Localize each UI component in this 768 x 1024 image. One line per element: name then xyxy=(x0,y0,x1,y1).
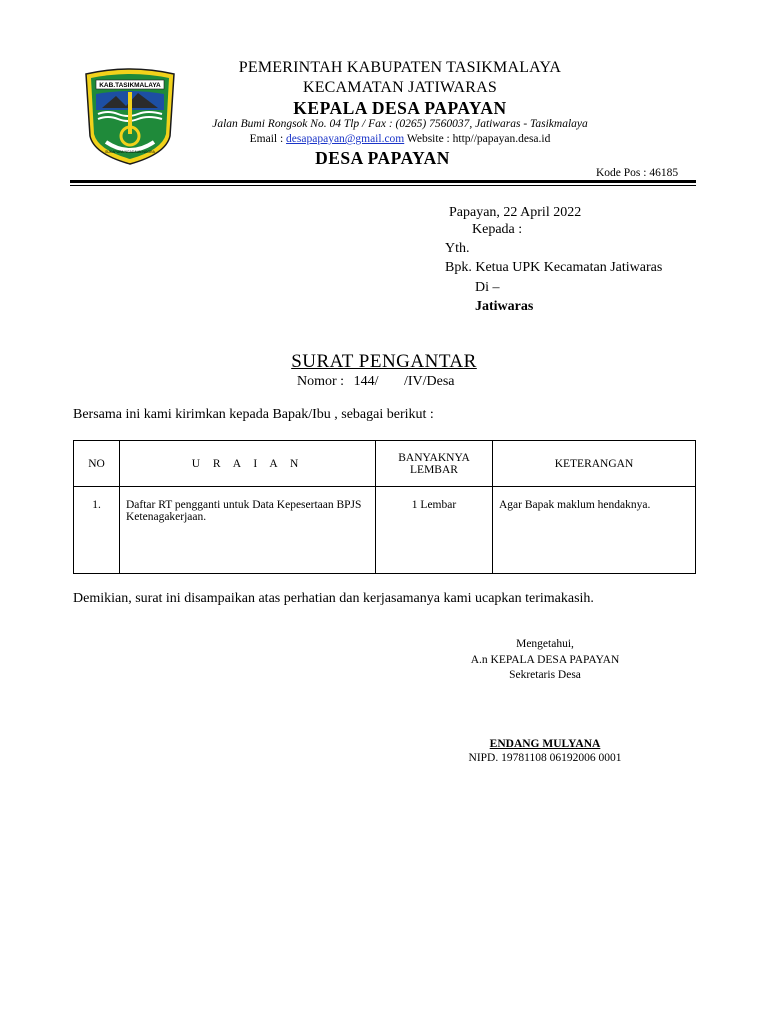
known-label: Mengetahui, xyxy=(516,638,574,650)
col-banyak-line1: BANYAKNYA xyxy=(398,451,470,464)
gov-name: PEMERINTAH KABUPATEN TASIKMALAYA xyxy=(238,59,562,76)
regency-logo xyxy=(82,66,178,166)
address-line: Jalan Bumi Rongsok No. 04 Tlp / Fax : (0265) 7560037, Jatiwaras - Tasikmalaya xyxy=(212,118,588,130)
recipient-name: Bpk. Ketua UPK Kecamatan Jatiwaras xyxy=(445,260,663,275)
header-rule-thick xyxy=(70,180,696,183)
postcode: Kode Pos : 46185 xyxy=(596,167,679,179)
di-label: Di – xyxy=(475,280,500,295)
col-keterangan: KETERANGAN xyxy=(493,441,696,487)
intro-text: Bersama ini kami kirimkan kepada Bapak/Ibu , sebagai berikut : xyxy=(73,407,434,422)
cell-keterangan: Agar Bapak maklum hendaknya. xyxy=(493,487,696,574)
signer-name: ENDANG MULYANA xyxy=(489,738,601,750)
col-no: NO xyxy=(74,441,120,487)
number-label: Nomor : xyxy=(297,374,345,389)
table-header-row xyxy=(74,441,696,487)
place-date: Papayan, 22 April 2022 xyxy=(449,205,582,220)
cell-no: 1. xyxy=(74,487,120,574)
items-table xyxy=(73,440,696,574)
col-banyak xyxy=(376,441,493,487)
website-text: Website : http//papayan.desa.id xyxy=(406,133,551,145)
cell-uraian: Daftar RT pengganti untuk Data Kepesertaan BPJS Ketenagakerjaan. xyxy=(120,487,376,574)
table-row xyxy=(74,487,696,574)
village-name: DESA PAPAYAN xyxy=(315,148,450,168)
svg-text:KAB.TASIKMALAYA: KAB.TASIKMALAYA xyxy=(99,82,161,89)
yth-label: Yth. xyxy=(445,241,470,256)
to-label: Kepada : xyxy=(472,222,523,237)
letter-number xyxy=(297,374,455,390)
cell-lembar: 1 Lembar xyxy=(376,487,493,574)
col-banyak-line2: LEMBAR xyxy=(410,463,458,476)
letter-title: SURAT PENGANTAR xyxy=(291,351,477,372)
contact-line xyxy=(150,133,650,145)
number-suffix: /IV/Desa xyxy=(403,374,455,389)
email-label: Email : xyxy=(249,133,284,145)
office-name: KEPALA DESA PAPAYAN xyxy=(293,98,507,118)
header-rule-thin xyxy=(70,185,696,186)
district-name: KECAMATAN JATIWARAS xyxy=(302,79,498,96)
signer-nip: NIPD. 19781108 06192006 0001 xyxy=(468,752,622,764)
on-behalf: A.n KEPALA DESA PAPAYAN xyxy=(470,654,620,666)
recipient-city: Jatiwaras xyxy=(475,299,534,314)
closing-text: Demikian, surat ini disampaikan atas perhatian dan kerjasamanya kami ucapkan terimakasih. xyxy=(73,591,594,606)
email-link[interactable]: desapapayan@gmail.com xyxy=(286,133,405,145)
signer-role: Sekretaris Desa xyxy=(509,669,581,681)
col-uraian: U R A I A N xyxy=(120,441,376,487)
svg-text:SUKAPURA NGADAUN NGORA: SUKAPURA NGADAUN NGORA xyxy=(105,150,155,154)
number-value: 144/ xyxy=(353,374,379,389)
